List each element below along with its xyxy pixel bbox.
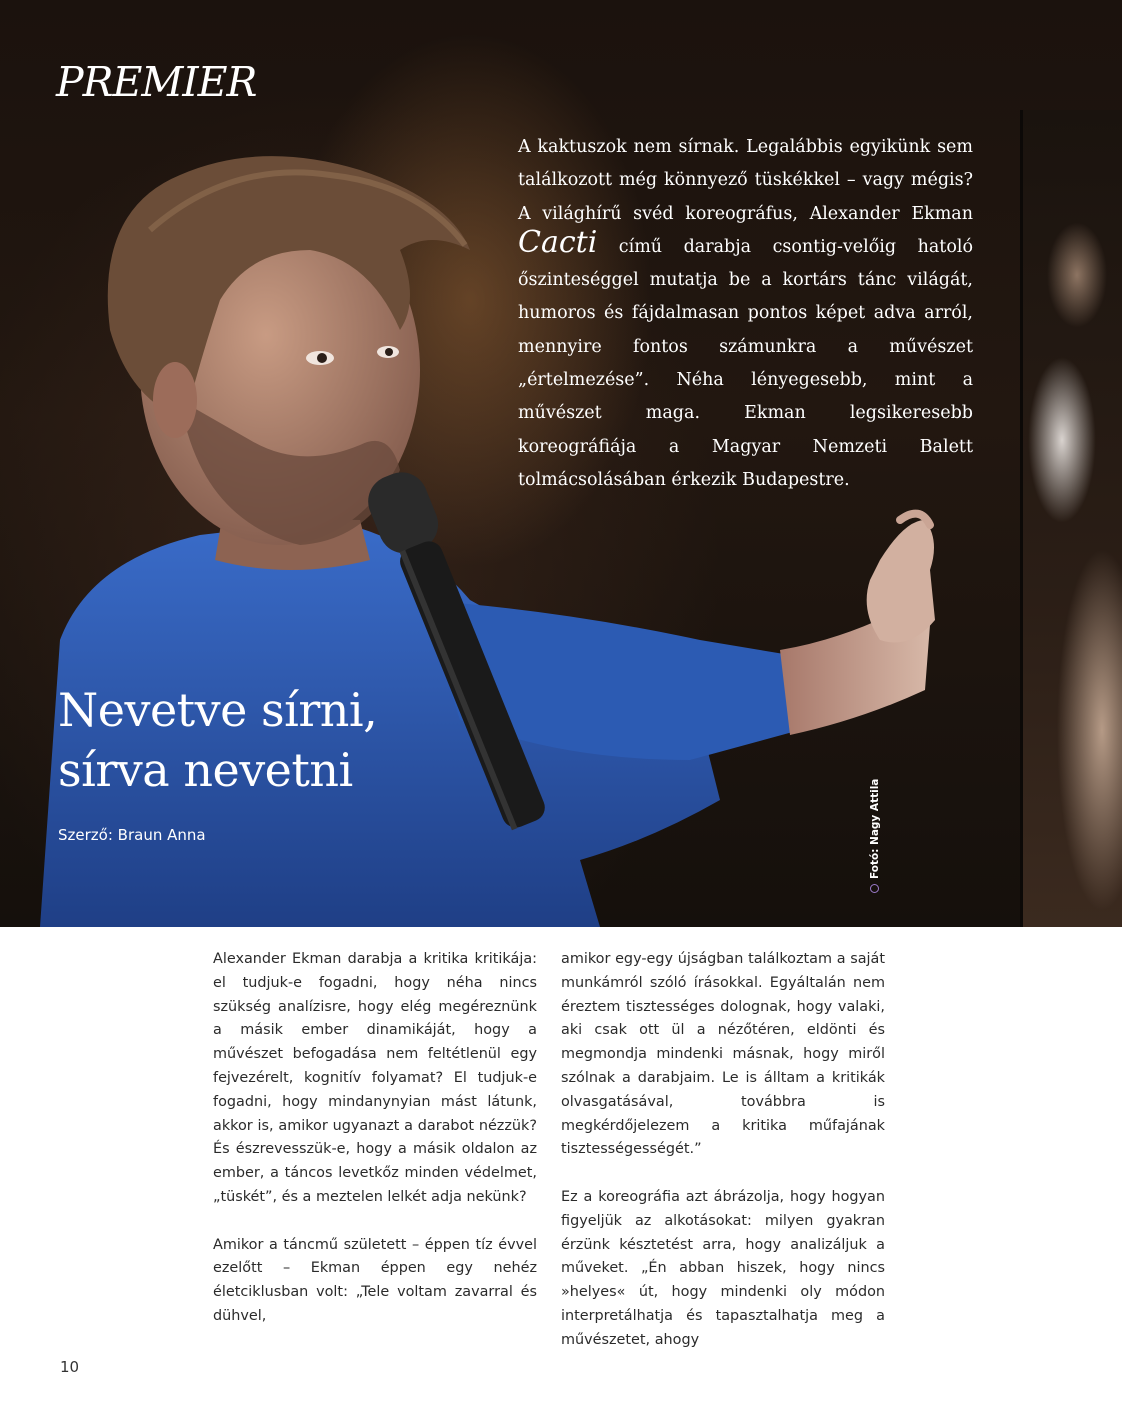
background-dancers-photo bbox=[1022, 110, 1122, 927]
headline-line-1: Nevetve sírni, bbox=[58, 683, 378, 737]
photo-credit bbox=[869, 779, 881, 893]
article-headline bbox=[58, 680, 377, 800]
body-column-right bbox=[561, 948, 885, 1353]
body-paragraph: amikor egy-egy újságban találkoztam a saját munkámról szóló írásokkal. Egyáltalán nem éreztem tisztességes dolognak, hogy valaki, aki csak ott ül a nézőtéren, eldönti és megmondja mindenki másnak, hogy miről szólnak a darabjaim. Le is álltam a kritikák olvasgatásával, továbbra is megkérdőjelezem a kritika műfajának tisztességességét.” bbox=[561, 951, 885, 1158]
credit-circle-icon bbox=[870, 884, 879, 893]
body-paragraph: Alexander Ekman darabja a kritika kritikája: el tudjuk-e fogadni, hogy néha nincs szükség analízisre, hogy elég megéreznünk a másik ember dinamikáját, hogy a művészet befogadása nem feltétlenül egy fejvezérelt, kognitív folyamat? El tudjuk-e fogadni, hogy mindanynyian mást látunk, akkor is, amikor ugyanazt a darabot nézzük? És észrevesszük-e, hogy a másik oldalon az ember, a táncos levetkőz minden védelmet, „tüskét”, és a meztelen lelkét adja nekünk? bbox=[213, 951, 537, 1205]
headline-line-2: sírva nevetni bbox=[58, 743, 353, 797]
lead-text-after: című darabja csontig-velőig hatoló őszinteséggel mutatja be a kortárs tánc világát, humoros és fájdalmasan pontos képet adva arról, mennyire fontos számunkra a művészet „értelmezése”. Néha lényegesebb, mint a művészet maga. Ekman legsikeresebb koreográfiája a Magyar Nemzeti Balett tolmácsolásában érkezik Budapestre. bbox=[518, 236, 973, 490]
author-byline: Szerző: Braun Anna bbox=[58, 826, 206, 844]
photo-credit-text: Fotó: Nagy Attila bbox=[869, 778, 881, 879]
body-paragraph: Amikor a táncmű született – éppen tíz évvel ezelőtt – Ekman éppen egy nehéz életciklusban volt: „Tele voltam zavarral és dühvel, bbox=[213, 1236, 537, 1324]
page-number: 10 bbox=[60, 1358, 80, 1376]
section-label: PREMIER bbox=[56, 58, 257, 106]
work-title: Cacti bbox=[518, 224, 598, 260]
body-column-left bbox=[213, 948, 537, 1329]
lead-text-before: A kaktuszok nem sírnak. Legalábbis egyikünk sem találkozott még könnyező tüskékkel – vagy mégis? A világhírű svéd koreográfus, Alexander Ekman bbox=[518, 137, 973, 224]
body-paragraph: Ez a koreográfia azt ábrázolja, hogy hogyan figyeljük az alkotásokat: milyen gyakran érzünk késztetést arra, hogy analizáljuk a műveket. „Én abban hiszek, hogy nincs »helyes« út, hogy mindenki oly módon interpretálhatja és tapasztalhatja meg a művészetet, ahogy bbox=[561, 1188, 885, 1348]
lead-paragraph bbox=[518, 131, 973, 497]
